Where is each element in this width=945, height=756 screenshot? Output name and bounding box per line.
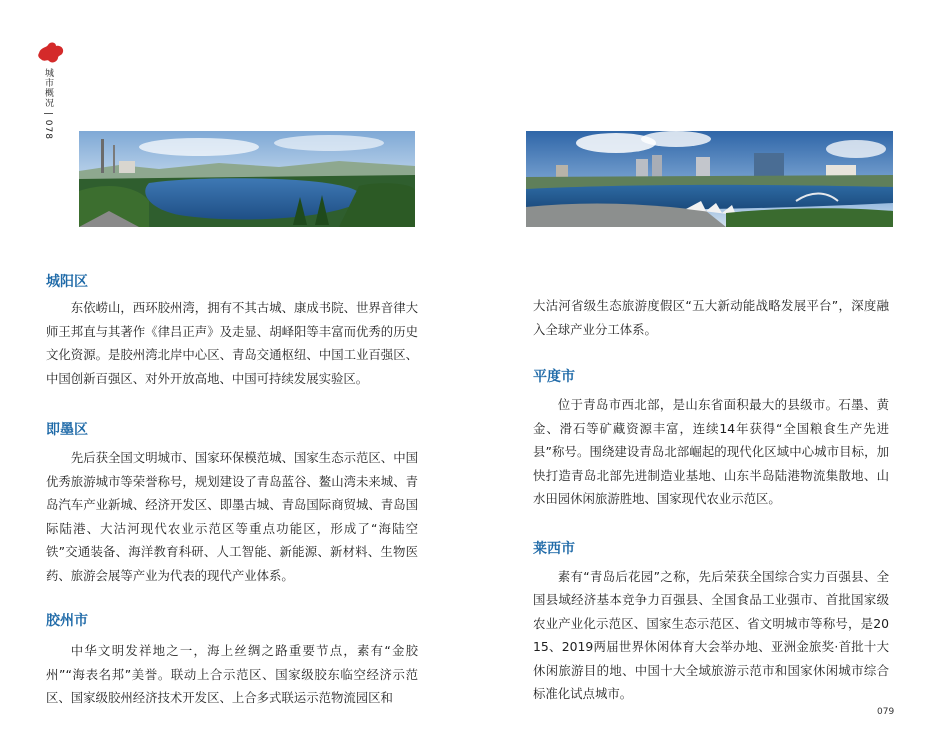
section-paragraph-pingdu: 位于青岛市西北部，是山东省面积最大的县级市。石墨、黄金、滑石等矿藏资源丰富，连续14年获得“全国粮食生产先进县”称号。围绕建设青岛北部崛起的现代化区域中心城市目标，加快打造青岛北部先进制造业基地、山东半岛陆港物流集散地、山水田园休闲旅游胜地、国家现代农业示范区。 <box>533 397 889 506</box>
right-text-column <box>533 294 889 706</box>
qingdao-logo-icon <box>36 40 66 66</box>
section-paragraph-jimo: 先后获全国文明城市、国家环保模范城、国家生态示范区、中国优秀旅游城市等荣誉称号，规划建设了青岛蓝谷、鳌山湾未来城、青岛汽车产业新城、经济开发区、即墨古城、青岛国际商贸城、青岛国际陆港、大沽河现代农业示范区等重点功能区，形成了“海陆空铁”交通装备、海洋教育科研、人工智能、新能源、新材料、生物医药、旅游会展等产业为代表的现代产业体系。 <box>46 450 418 583</box>
section-heading-laixi: 莱西市 <box>533 540 575 557</box>
section-heading-pingdu: 平度市 <box>533 369 575 385</box>
section-jiaozhou <box>46 609 418 710</box>
section-laixi <box>533 537 889 706</box>
section-heading-jimo: 即墨区 <box>46 422 88 438</box>
city-waterfront-panorama-image <box>526 131 893 227</box>
section-paragraph-jiaozhou: 中华文明发祥地之一，海上丝绸之路重要节点，素有“金胶州”“海表名邦”美誉。联动上合示范区、国家级胶东临空经济示范区、国家级胶州经济技术开发区、上合多式联运示范物流园区和 <box>46 643 418 705</box>
sidebar-vertical-title: 城市概况 | 078 <box>43 68 53 140</box>
continuation-paragraph: 大沽河省级生态旅游度假区“五大新动能战略发展平台”，深度融入全球产业分工体系。 <box>533 298 889 337</box>
lake-park-panorama-image <box>79 131 415 227</box>
section-pingdu <box>533 365 889 511</box>
section-heading-jiaozhou: 胶州市 <box>46 613 88 629</box>
section-chengyang <box>46 270 418 390</box>
page-number: 079 <box>877 707 895 717</box>
left-text-column <box>46 270 418 710</box>
section-paragraph-laixi: 素有“青岛后花园”之称，先后荣获全国综合实力百强县、全国县域经济基本竞争力百强县、全国食品工业强市、首批国家级农业产业化示范区、国家生态示范区、省文明城市等称号，是2015、2019两届世界休闲体育大会举办地、亚洲金旅奖·首批十大休闲旅游目的地、中国十大全域旅游示范市和国家休闲城市综合标准化试点城市。 <box>533 568 889 701</box>
section-paragraph-chengyang: 东依崂山，西环胶州湾，拥有不其古城、康成书院、世界音律大师王邦直与其著作《律吕正声》及走显、胡峄阳等丰富而优秀的历史文化资源。是胶州湾北岸中心区、青岛交通枢纽、中国工业百强区、中国创新百强区、对外开放高地、中国可持续发展实验区。 <box>46 300 418 386</box>
section-heading-chengyang: 城阳区 <box>46 274 88 290</box>
section-jimo <box>46 418 418 587</box>
